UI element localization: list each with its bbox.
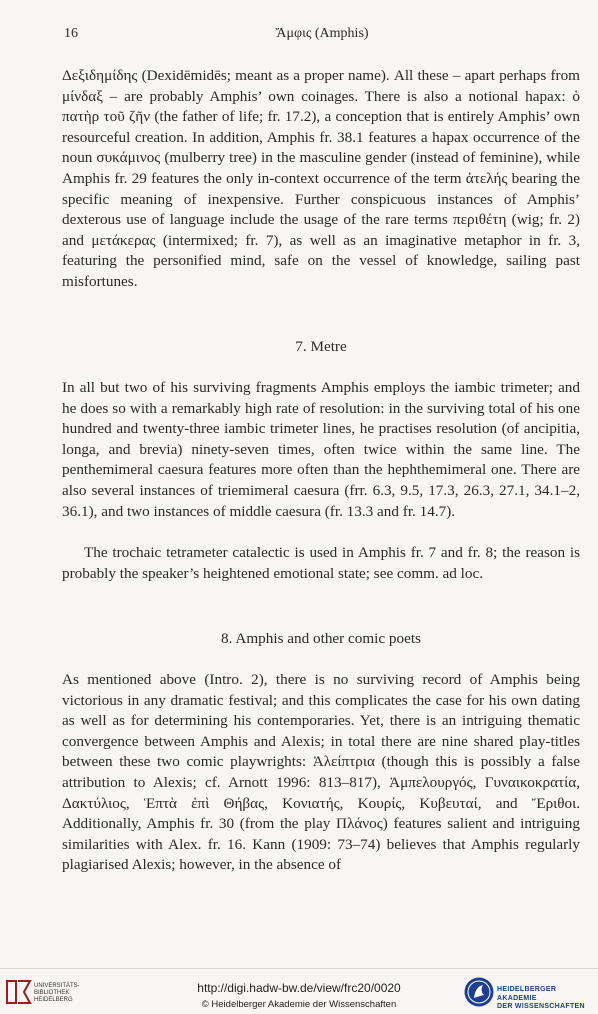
paragraph-trochaic [62, 543, 580, 584]
academy-seal-icon [463, 976, 495, 1008]
paragraph-text: The trochaic tetrameter catalectic is used in Amphis fr. 7 and fr. 8; the reason is probably the speaker’s heightened emotional state; see comm. ad loc. [62, 544, 580, 582]
section-heading-comic-poets: 8. Amphis and other comic poets [221, 630, 421, 647]
page-number: 16 [64, 26, 78, 41]
page-header [64, 26, 580, 46]
academy-name [497, 986, 595, 1012]
paragraph-text: In all but two of his surviving fragments Amphis employs the iambic trimeter; and he does so with a remarkably high rate of resolution: in the surviving total of his one hundred and twenty-three iambic trimeter lines, he practises resolution (of ancipitia, longa, and brevia) ninety-seven times, often twice within the same line. The penthemimeral caesura features more often than the hephthemimeral one. There are also several instances of triemimeral caesura (frr. 6.3, 9.5, 17.3, 26.3, 27.1, 34.1–2, 36.1), and two instances of middle caesura (fr. 13.3 and fr. 14.7). [62, 379, 580, 520]
library-logo-icon [6, 978, 32, 1006]
permalink[interactable]: http://digi.hadw-bw.de/view/frc20/0020 [197, 981, 401, 995]
library-name [34, 983, 80, 1004]
academy-line: HEIDELBERGER AKADEMIE [497, 986, 557, 1002]
academy-line: DER WISSENSCHAFTEN [497, 1003, 585, 1010]
library-line: UNIVERSITÄTS- [34, 983, 80, 989]
paragraph-text: As mentioned above (Intro. 2), there is no surviving record of Amphis being victorious in any dramatic festival; and this complicates the case for his own dating as well as for determining his contemporaries. Yet, there is an intriguing thematic convergence between Amphis and Alexis; in total there are nine shared play-titles between these two comic playwrights: Ἀλείπτρια (though this is possibly a false attribution to Alexis; cf. Arnott 1996: 813–817), Ἀμπελουργός, Γυναικοκρατία, Δακτύλιος, Ἑπτὰ ἐπὶ Θήβας, Κονιατής, Κουρίς, Κυβευταί, and Ἔριθοι. Additionally, Amphis fr. 30 (from the play Πλάνος) features salient and intriguing similarities with Alex. fr. 16. Kann (1909: 73–74) believes that Amphis regularly plagiarised Alexis; however, in the absence of [62, 671, 580, 874]
running-head: Ἄμφις (Amphis) [275, 26, 369, 41]
library-line: HEIDELBERG [34, 997, 73, 1003]
library-line: BIBLIOTHEK [34, 990, 70, 996]
paragraph-metre [62, 378, 580, 522]
university-library-logo [6, 978, 106, 1008]
paragraph-coinages [62, 66, 580, 293]
footer-divider [0, 968, 598, 969]
digitization-footer [0, 968, 598, 1014]
academy-logo [463, 976, 595, 1010]
section-heading-metre: 7. Metre [295, 338, 347, 355]
copyright-notice: © Heidelberger Akademie der Wissenschaften [201, 999, 397, 1010]
paragraph-comic-poets [62, 670, 580, 876]
paragraph-text: Δεξιδημίδης (Dexidēmidēs; meant as a proper name). All these – apart perhaps from μίνδαξ – are probably Amphis’ own coinages. There is also a notional hapax: ὁ πατὴρ τοῦ ζῆν (the father of life; fr. 17.2), a conception that is entirely Amphis’ own resourceful creation. In addition, Amphis fr. 38.1 features a hapax occurrence of the noun συκάμινος (mulberry tree) in the masculine gender (instead of feminine), while Amphis fr. 29 features the only in-context occurrence of the term ἀτελής bearing the specific meaning of inexpensive. Further conspicuous instances of Amphis’ dexterous use of language include the usage of the rare terms περιθέτη (wig; fr. 2) and μετάκερας (intermixed; fr. 7), as well as an imaginative metaphor in fr. 3, featuring the personified mind, safe on the vessel of knowledge, sailing past misfortunes. [62, 67, 580, 290]
